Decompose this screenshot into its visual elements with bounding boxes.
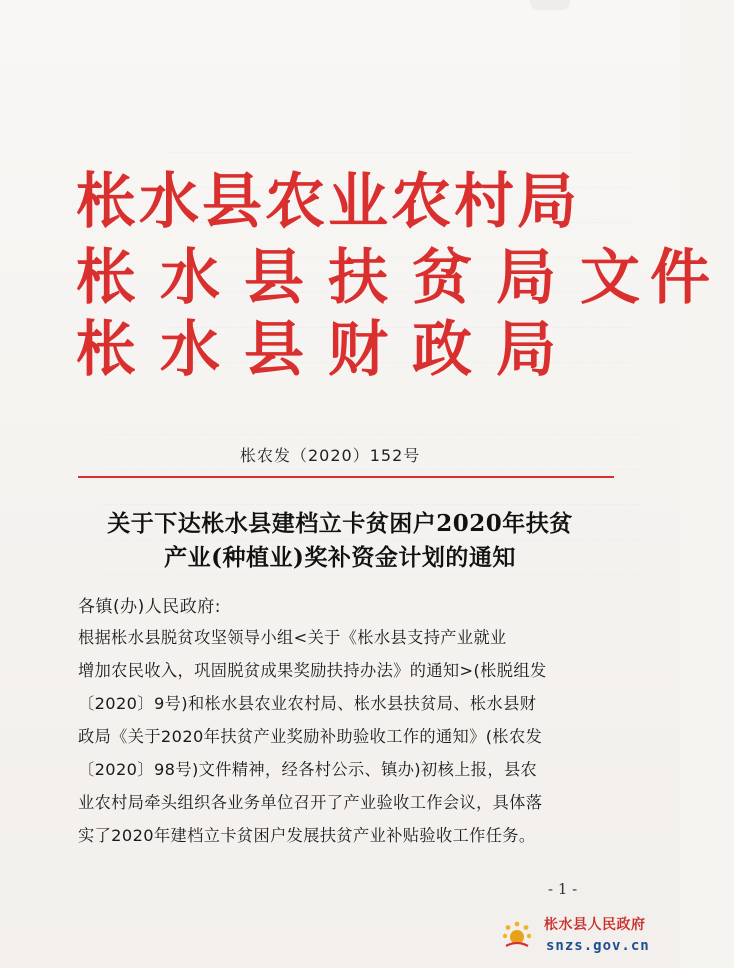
body-line: 政局《关于2020年扶贫产业奖励补助验收工作的通知》(枨农发 [78,727,543,746]
body-paragraph [78,621,618,852]
header-char: 文件 [580,243,720,313]
watermark-url: snzs.gov.cn [546,938,650,954]
header-line-poverty-bureau [76,243,734,313]
document-title-line-2: 产业(种植业)奖补资金计划的通知 [164,544,516,571]
document-title-line-1: 关于下达枨水县建档立卡贫困户2020年扶贫 [107,510,573,537]
header-char: 局 [496,315,566,385]
header-char: 财 [328,315,398,385]
scan-artifact [530,0,570,10]
header-char: 局 [496,243,566,313]
header-char: 县 [244,315,314,385]
body-line: 业农村局牵头组织各业务单位召开了产业验收工作会议，具体落 [78,793,543,812]
watermark-site-name: 枨水县人民政府 [544,917,646,933]
header-char: 枨 [76,243,146,313]
body-line: 〔2020〕9号)和枨水县农业农村局、枨水县扶贫局、枨水县财 [78,694,537,713]
header-char: 水 [160,243,230,313]
salutation: 各镇(办)人民政府: [78,597,221,617]
header-char: 政 [412,315,482,385]
sun-logo-icon [502,920,532,950]
header-char: 枨 [76,315,146,385]
body-line: 根据枨水县脱贫攻坚领导小组<关于《枨水县支持产业就业 [78,628,507,647]
header-char: 贫 [412,243,482,313]
header-char: 县 [244,243,314,313]
header-line-finance-bureau [76,315,580,385]
document-number: 枨农发（2020）152号 [240,446,421,465]
page-number: - 1 - [548,880,578,898]
header-char: 扶 [328,243,398,313]
body-line: 〔2020〕98号)文件精神，经各村公示、镇办)初核上报，县农 [78,760,538,779]
body-line: 增加农民收入，巩固脱贫成果奖励扶持办法》的通知>(枨脱组发 [78,661,547,680]
header-line-agriculture-bureau: 枨水县农业农村局 [76,167,580,237]
header-char: 水 [160,315,230,385]
red-divider-line [78,476,614,478]
body-line: 实了2020年建档立卡贫困户发展扶贫产业补贴验收工作任务。 [78,826,536,845]
site-watermark [500,908,676,964]
